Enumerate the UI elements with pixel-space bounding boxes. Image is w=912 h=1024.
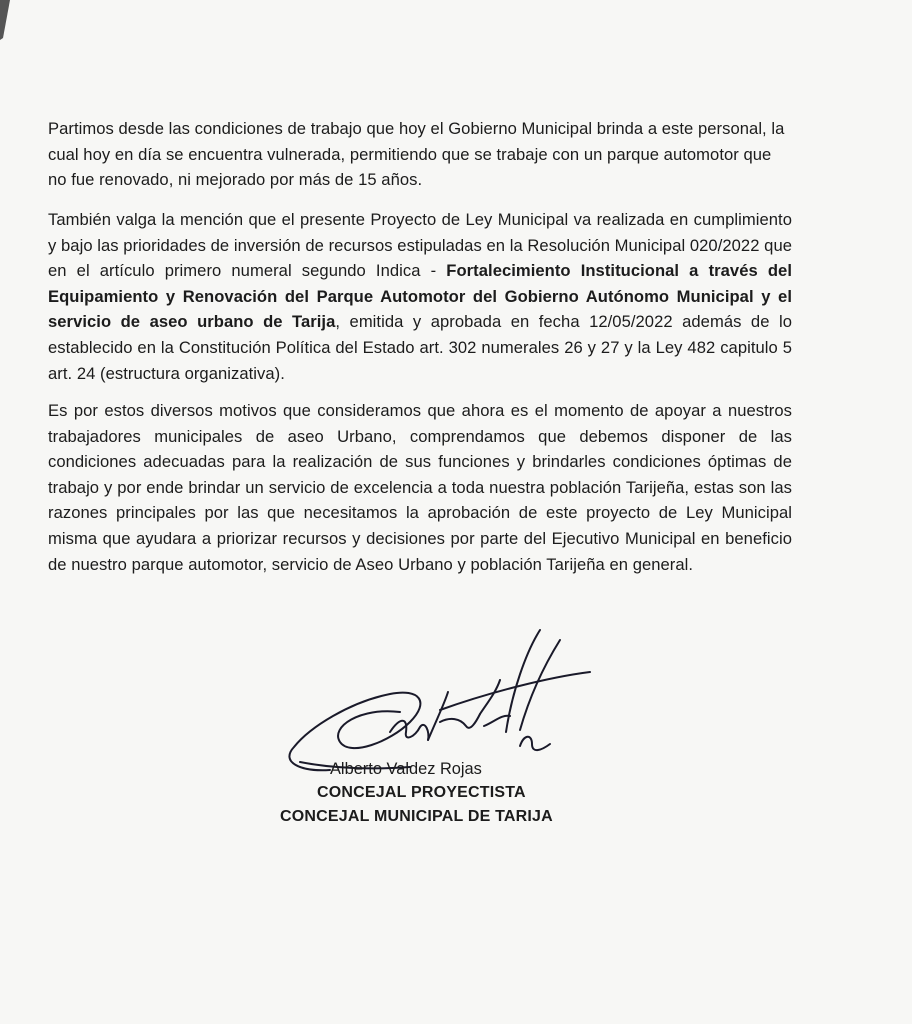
paragraph-2-text-end: , emitida y aprobada en fecha 12/05/2022 además de lo establecido en la Constitución Política del Estado art. 302 numerales 26 y 27 y la Ley 482 capitulo 5 art. 24 (estructura organizativa). (48, 312, 792, 383)
paragraph-1-text: Partimos desde las condiciones de trabajo que hoy el Gobierno Municipal brinda a este personal, la cual hoy en día se encuentra vulnerada, permitiendo que se trabaje con un parque automotor que no fue renovado, ni mejorado por más de 15 años. (48, 119, 785, 190)
paragraph-working-conditions (48, 116, 792, 193)
page-edge-shadow (0, 0, 12, 40)
paragraph-3-text: Es por estos diversos motivos que consideramos que ahora es el momento de apoyar a nuestros trabajadores municipales de aseo Urbano, comprendamos que debemos disponer de las condiciones adecuadas para la realización de sus funciones y brindarles condiciones óptimas de trabajo y por ende brindar un servicio de excelencia a toda nuestra población Tarijeña, estas son las razones principales por las que necesitamos la aprobación de este proyecto de Ley Municipal misma que ayudara a priorizar recursos y decisiones por parte del Ejecutivo Municipal en beneficio de nuestro parque automotor, servicio de Aseo Urbano y población Tarijeña en general. (48, 401, 792, 574)
paragraph-conclusion (48, 398, 792, 577)
paragraph-legal-basis (48, 207, 792, 386)
handwritten-signature (270, 622, 610, 782)
paragraph-2-bold-text: Fortalecimiento Institucional a través del Equipamiento y Renovación del Parque Automotor del Gobierno Autónomo Municipal y el servicio de aseo urbano de Tarija (48, 261, 792, 332)
paragraph-2-text-start: También valga la mención que el presente Proyecto de Ley Municipal va realizada en cumplimiento y bajo las prioridades de inversión de recursos estipuladas en la Resolución Municipal 020/2022 que en el artículo primero numeral segundo Indica - (48, 210, 792, 281)
signatory-name: Alberto Valdez Rojas (330, 760, 482, 778)
signatory-office: CONCEJAL MUNICIPAL DE TARIJA (280, 808, 553, 825)
signatory-title: CONCEJAL PROYECTISTA (317, 784, 526, 801)
